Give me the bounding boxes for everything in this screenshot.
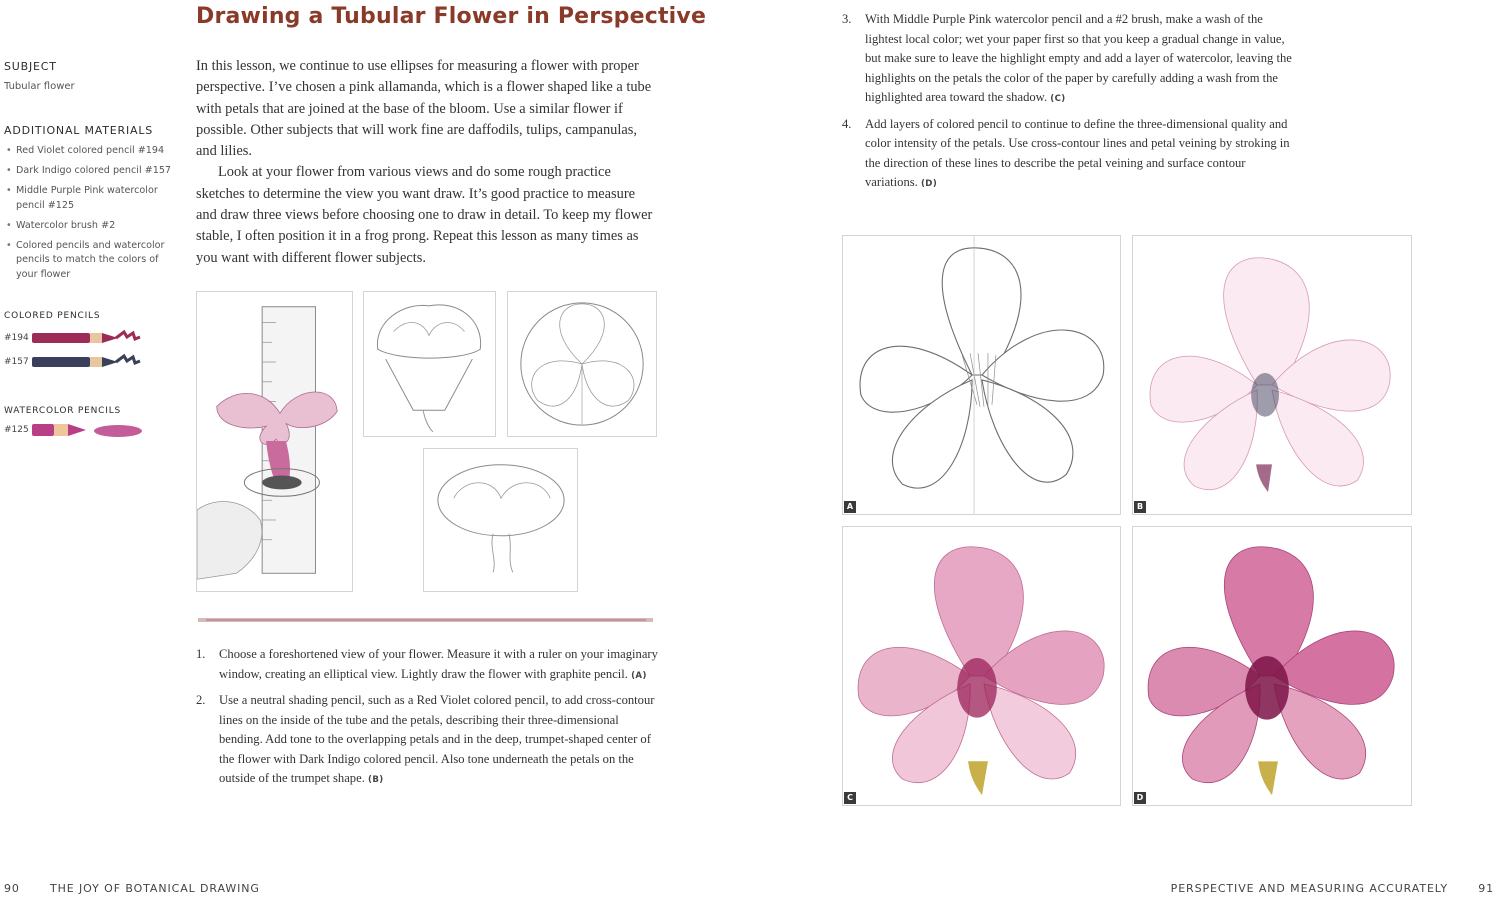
side-view-sketch-figure: [363, 291, 496, 437]
flower-ellipse-view-sketch: [424, 449, 577, 591]
figure-reference: (B): [368, 775, 384, 785]
step-item: [196, 691, 658, 791]
pencil-label: #194: [4, 333, 29, 343]
right-page-number: 91: [1478, 882, 1494, 895]
watercolor-pencils-heading: WATERCOLOR PENCILS: [4, 406, 122, 416]
step-number: 3.: [842, 12, 852, 26]
left-steps-list: [196, 645, 658, 796]
materials-list: [4, 144, 176, 288]
material-item: • Colored pencils and watercolor pencils to match the colors of your flower: [4, 239, 176, 283]
materials-heading: ADDITIONAL MATERIALS: [4, 124, 154, 137]
step-number: 2.: [196, 693, 206, 707]
pencil-label: #125: [4, 425, 29, 435]
figure-tag: A: [844, 501, 856, 513]
material-item: • Watercolor brush #2: [4, 219, 176, 234]
left-running-head: THE JOY OF BOTANICAL DRAWING: [50, 882, 260, 895]
flower-finished-illustration: [1133, 527, 1411, 805]
page-title: Drawing a Tubular Flower in Perspective: [196, 4, 707, 29]
left-page-number: 90: [4, 882, 20, 895]
flower-front-view-sketch: [508, 292, 656, 436]
step-item: [196, 645, 658, 686]
flower-outline-illustration: [843, 236, 1120, 514]
front-view-sketch-figure: [507, 291, 657, 437]
pencil-label: #157: [4, 357, 29, 367]
subject-value: Tubular flower: [4, 81, 75, 92]
pencil-swatch: [4, 421, 144, 441]
pencil-swatch: [4, 329, 144, 349]
ruler-flower-illustration: [197, 292, 352, 591]
right-steps-list: [842, 10, 1300, 200]
step-text: Add layers of colored pencil to continue to define the three-dimensional quality and color intensity of the petals. Use cross-contour lines and petal veining by stroking in the direction of these lines to describe the petal veining and surface contour variations.: [865, 116, 1290, 189]
right-running-head: PERSPECTIVE AND MEASURING ACCURATELY: [1170, 882, 1448, 895]
subject-heading: SUBJECT: [4, 60, 57, 73]
pencil-icon: [32, 329, 144, 347]
step-item: [842, 115, 1300, 195]
figure-b-light-color: [1132, 235, 1412, 515]
step-text: With Middle Purple Pink watercolor pencil and a #2 brush, make a wash of the lightest local color; wet your paper first so that you keep a gradual change in value, but make sure to leave the highlight empty and add a layer of watercolor, leaving the highlights on the petals the color of the paper by carefully adding a wash from the highlighted area toward the shadow.: [865, 12, 1292, 104]
figure-tag: D: [1134, 792, 1146, 804]
watercolor-pencil-icon: [32, 421, 144, 439]
figure-tag: C: [844, 792, 856, 804]
step-text: Choose a foreshortened view of your flower. Measure it with a ruler on your imaginary window, creating an elliptical view. Lightly draw the flower with graphite pencil.: [219, 647, 658, 681]
figure-a-graphite-sketch: [842, 235, 1121, 515]
flower-light-pink-illustration: [1133, 236, 1411, 514]
step-number: 4.: [842, 116, 852, 131]
figure-reference: (D): [920, 179, 938, 189]
figure-reference: (A): [631, 670, 647, 681]
intro-text: [196, 56, 658, 269]
step-item: [842, 10, 1300, 110]
figure-c-watercolor-wash: [842, 526, 1121, 806]
figure-d-finished-drawing: [1132, 526, 1412, 806]
step-number: 1.: [196, 647, 206, 661]
ruler-sketch-figure: [196, 291, 353, 592]
step-text: Use a neutral shading pencil, such as a Red Violet colored pencil, to add cross-contour lines on the inside of the tube and the petals, describing their three-dimensional bending. Add tone to the overlapping petals and in the deep, trumpet-shaped center of the flower with Dark Indigo colored pencil. Also tone underneath the petals on the outside of the trumpet shape.: [219, 693, 655, 785]
top-view-sketch-figure: [423, 448, 578, 592]
pencil-stroke-divider: [198, 616, 653, 624]
colored-pencils-heading: COLORED PENCILS: [4, 311, 101, 321]
material-item: • Red Violet colored pencil #194: [4, 144, 176, 159]
material-item: • Middle Purple Pink watercolor pencil #125: [4, 184, 176, 213]
intro-paragraph: Look at your flower from various views and do some rough practice sketches to determine the view you want draw. It’s good practice to measure and draw three views before choosing one to draw in detail. To keep my flower stable, I often position it in a frog prong. Repeat this lesson as many times as you want with different flower subjects.: [196, 164, 653, 266]
pencil-swatch: [4, 353, 144, 373]
flower-watercolor-illustration: [843, 527, 1120, 805]
intro-paragraph: In this lesson, we continue to use ellipses for measuring a flower with proper perspective. I’ve chosen a pink allamanda, which is a flower shaped like a tube with petals that are joined at the base of the bloom. Use a similar flower if possible. Other subjects that will work fine are daffodils, tulips, campanulas, and lilies.: [196, 58, 652, 160]
flower-side-view-sketch: [364, 292, 495, 436]
figure-tag: B: [1134, 501, 1146, 513]
material-item: • Dark Indigo colored pencil #157: [4, 164, 176, 179]
pencil-icon: [32, 353, 144, 371]
figure-reference: (C): [1050, 94, 1066, 104]
